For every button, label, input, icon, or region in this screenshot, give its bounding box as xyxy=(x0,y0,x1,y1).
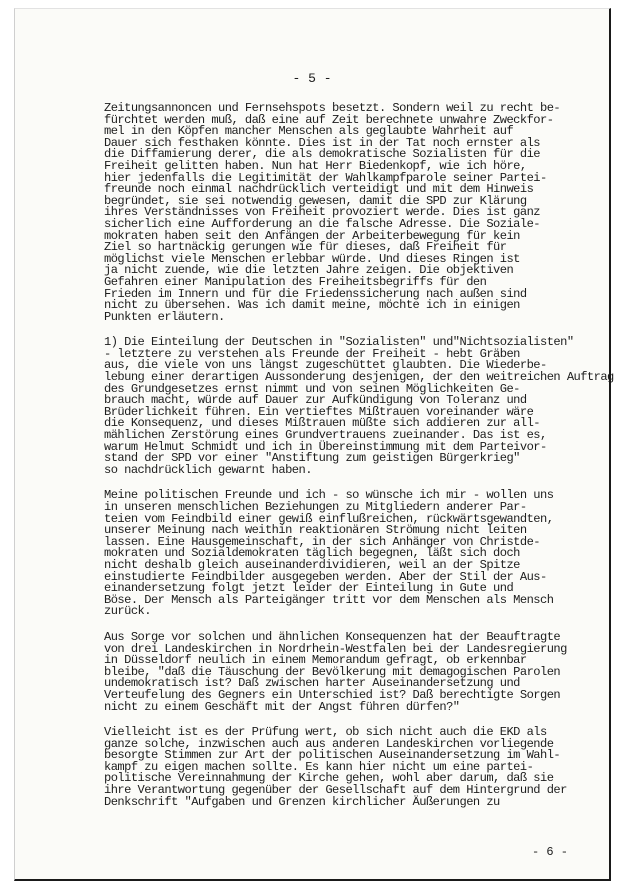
text-line: nicht deshalb gleich auseinanderdividieren, weil an der Spitze xyxy=(104,557,520,572)
text-line: aus, die viele von uns längst zugeschüttet glaubten. Die Wiederbe- xyxy=(104,358,547,373)
text-line: warum Helmut Schmidt und ich in Übereinstimmung mit dem Parteivor- xyxy=(104,439,547,454)
text-line: 1) Die Einteilung der Deutschen in "Sozialisten" und"Nichtsozialisten" xyxy=(104,335,574,350)
text-line: die Diffamierung derer, die als demokratische Sozialisten für die xyxy=(104,147,540,162)
text-line: zurück. xyxy=(104,604,151,619)
scan-margin xyxy=(0,0,14,887)
paragraph xyxy=(104,727,574,808)
text-line: ihre Verantwortung gegenüber der Gesellschaft auf dem Hintergrund der xyxy=(104,783,567,798)
text-line: einstudierte Feindbilder ausgegeben werden. Aber der Stil der Aus- xyxy=(104,569,547,584)
text-line: stand der SPD vor einer "Anstiftung zum geistigen Bürgerkrieg" xyxy=(104,451,520,466)
paragraph xyxy=(104,335,614,477)
paragraph xyxy=(104,103,574,323)
text-line: Aus Sorge vor solchen und ähnlichen Konsequenzen hat der Beauftragte xyxy=(104,629,561,644)
text-line: ganze solche, inzwischen auch aus anderen Landeskirchen vorliegende xyxy=(104,736,554,751)
text-line: so nachdrücklich gewarnt haben. xyxy=(104,462,312,477)
text-line: möglichst viele Menschen erlebbar würde. Und dieses Ringen ist xyxy=(104,251,520,266)
text-line: politische Vereinnahmung der Kirche gehen, wohl aber darum, daß sie xyxy=(104,771,554,786)
text-line: Freiheit gelitten haben. Nun hat Herr Biedenkopf, wie ich höre, xyxy=(104,158,527,173)
text-line: Böse. Der Mensch als Parteigänger tritt vor dem Menschen als Mensch xyxy=(104,592,554,607)
paragraph xyxy=(104,629,574,714)
page-number: - 5 - xyxy=(292,71,332,86)
text-line: freunde noch einmal nachdrücklich verteidigt und mit dem Hinweis xyxy=(104,182,534,197)
text-line: Brüderlichkeit führen. Ein vertieftes Mißtrauen voreinander wäre xyxy=(104,404,534,419)
text-line: nicht zu einem Geschäft mit der Angst führen dürfen?" xyxy=(104,699,460,714)
text-line: mel in den Köpfen mancher Menschen als geglaubte Wahrheit auf xyxy=(104,124,514,139)
text-line: Meine politischen Freunde und ich - so wünsche ich mir - wollen uns xyxy=(104,488,554,503)
text-line: in Düsseldorf neulich in einem Memorandum gefragt, ob erkennbar xyxy=(104,653,527,668)
text-line: die Konsequenz, und dieses Mißtrauen müßte sich addieren zur all- xyxy=(104,416,540,431)
text-line: Vielleicht ist es der Prüfung wert, ob sich nicht auch die EKD als xyxy=(104,725,547,740)
text-line: teien vom Feindbild einer gewiß einflußreichen, rückwärtsgewandten, xyxy=(104,511,554,526)
text-line: ja nicht zuende, wie die letzten Jahre zeigen. Die objektiven xyxy=(104,263,514,278)
text-line: fürchtet werden muß, daß eine auf Zeit berechnete unwahre Zweckfor- xyxy=(104,112,554,127)
text-line: von drei Landeskirchen in Nordrhein-Westfalen bei der Landesregierung xyxy=(104,641,567,656)
text-line: Zeitungsannoncen und Fernsehspots besetzt. Sondern weil zu recht be- xyxy=(104,101,561,115)
text-line: begründet, sie sei notwendig gewesen, damit die SPD zur Klärung xyxy=(104,193,527,208)
text-line: einandersetzung folgt jetzt leider der Einteilung in Gute und xyxy=(104,581,514,596)
text-line: brauch macht, würde auf Dauer zur Aufkündigung von Toleranz und xyxy=(104,393,527,408)
text-line: des Grundgesetzes ernst nimmt und von seinen Möglichkeiten Ge- xyxy=(104,381,520,396)
text-line: nicht zu übersehen. Was ich damit meine, möchte ich in einigen xyxy=(104,298,520,313)
text-line: unserer Meinung nach weithin reaktionären Strömung nicht leiten xyxy=(104,523,527,538)
text-line: kampf zu eigen machen sollte. Es kann hier nicht um eine partei- xyxy=(104,759,534,774)
text-line: sicherlich eine Aufforderung an die falsche Adresse. Die Soziale- xyxy=(104,216,540,231)
text-line: Denkschrift "Aufgaben und Grenzen kirchlicher Äußerungen zu xyxy=(104,794,500,809)
document-page xyxy=(14,8,614,881)
text-line: besorgte Stimmen zur Art der politischen Auseinandersetzung im Wahl- xyxy=(104,748,561,763)
text-line: mokraten und Sozialdemokraten täglich begegnen, läßt sich doch xyxy=(104,546,520,561)
text-line: Verteufelung des Gegners ein Unterschied ist? Daß berechtigte Sorgen xyxy=(104,687,561,702)
text-line: mählichen Zerstörung eines Grundvertrauens zueinander. Das ist es, xyxy=(104,428,547,443)
text-line: ihres Verständnisses von Freiheit provoziert werde. Dies ist ganz xyxy=(104,205,540,220)
text-line: Frieden im Innern und für die Friedenssicherung nach außen sind xyxy=(104,286,527,301)
text-line: - letztere zu verstehen als Freunde der Freiheit - hebt Gräben xyxy=(104,346,520,361)
text-line: mokraten haben seit den Anfängen der Arbeiterbewegung für kein xyxy=(104,228,520,243)
next-page-marker: - 6 - xyxy=(532,845,569,859)
text-line: Dauer sich festhaken könnte. Dies ist in der Tat noch ernster als xyxy=(104,135,540,150)
text-line: hier jedenfalls die Legitimität der Wahlkampfparole seiner Partei- xyxy=(104,170,547,185)
text-line: undemokratisch ist? Daß zwischen harter Auseinandersetzung und xyxy=(104,676,520,691)
text-line: Gefahren einer Manipulation des Freiheitsbegriffs für den xyxy=(104,274,487,289)
text-line: lassen. Eine Hausgemeinschaft, in der sich Anhänger von Christde- xyxy=(104,534,540,549)
text-line: lebung einer derartigen Aussonderung desjenigen, der den weitreichen Auftrag xyxy=(104,370,614,385)
text-line: bleibe, "daß die Täuschung der Bevölkerung mit demagogischen Parolen xyxy=(104,664,561,679)
body-text xyxy=(104,101,614,822)
text-line: in unseren menschlichen Beziehungen zu Mitgliedern anderer Par- xyxy=(104,500,527,514)
text-line: Punkten erläutern. xyxy=(104,309,225,324)
text-line: Ziel so hartnäckig gerungen wie für dieses, daß Freiheit für xyxy=(104,240,507,255)
paragraph xyxy=(104,490,574,618)
